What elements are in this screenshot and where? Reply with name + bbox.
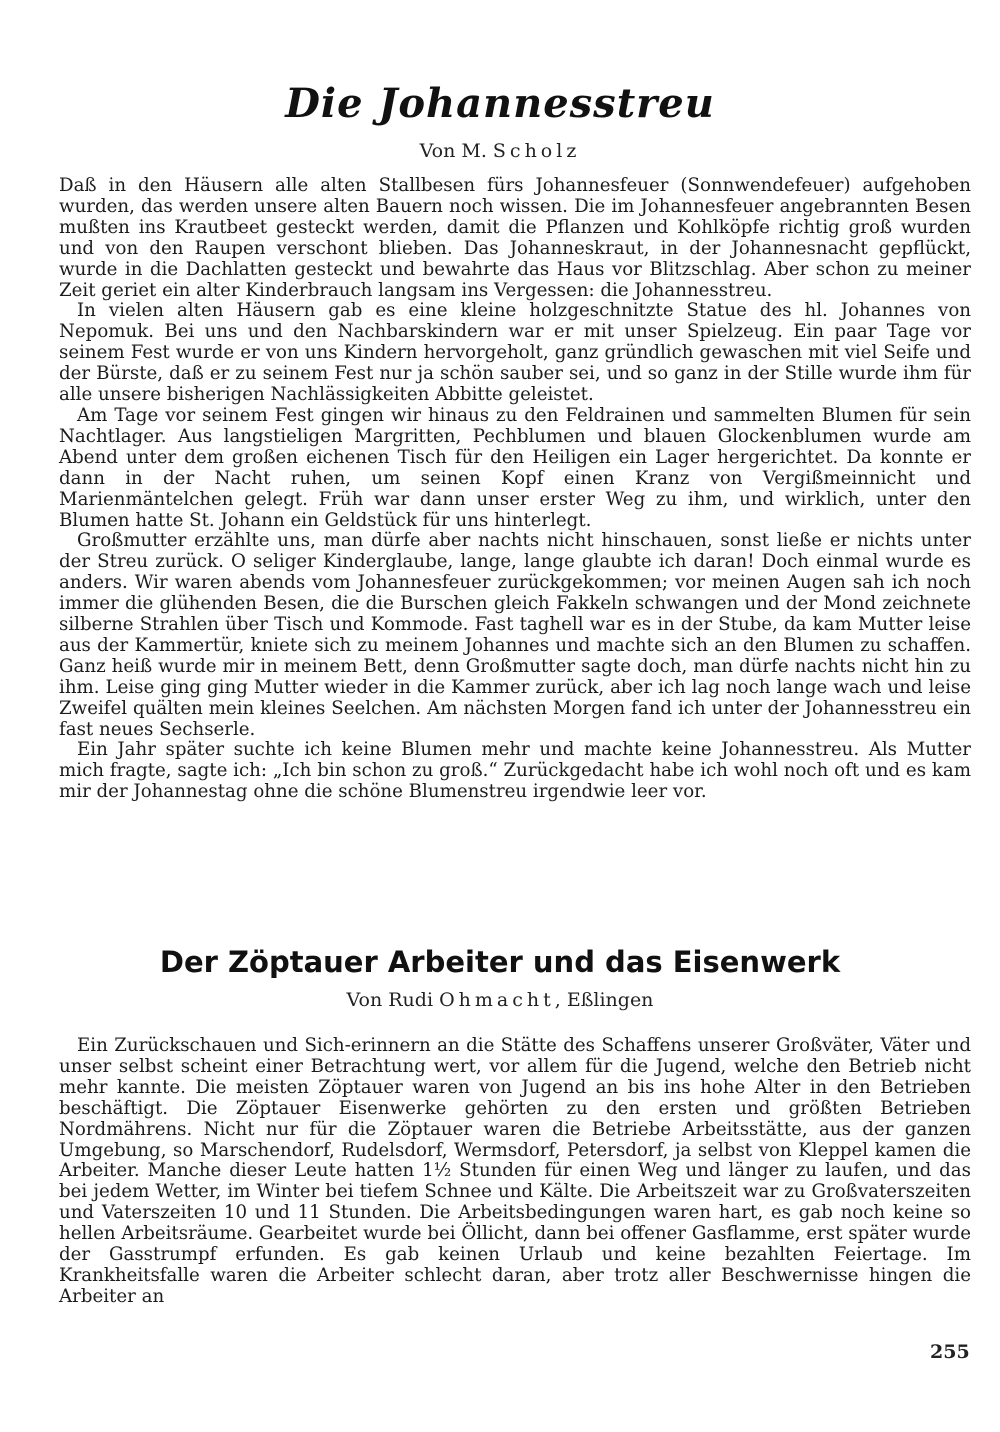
article-title: Der Zöptauer Arbeiter und das Eisenwerk xyxy=(159,945,841,979)
paragraph: Am Tage vor seinem Fest gingen wir hinaus zu den Feldrainen und sammelten Blumen für sein Nachtlager. Aus langstieligen Margritten, Pechblumen und blauen Glockenblumen wurde am Abend unter dem großen eichenen Tisch für den Heiligen ein Lager hergerichtet. Da konnte er dann in der Nacht ruhen, um seinen Kopf einen Kranz von Vergißmeinnicht und Marienmäntelchen gelegt. Früh war dann unser erster Weg zu ihm, und wirklich, unter den Blumen hatte St. Johann ein Geldstück für uns hinterlegt. xyxy=(59,404,971,531)
author-name: Scholz xyxy=(492,140,581,162)
author-prefix: Von M. xyxy=(419,140,487,162)
page-number: 255 xyxy=(930,1341,970,1363)
author-name: Ohmacht xyxy=(439,989,555,1011)
article-body xyxy=(59,176,971,803)
article-title: Die Johannesstreu xyxy=(285,80,715,127)
paragraph: Ein Jahr später suchte ich keine Blumen mehr und machte keine Johannesstreu. Als Mutter mich fragte, sagte ich: „Ich bin schon zu groß.“ Zurückgedacht habe ich wohl noch oft und es kam mir der Johannestag ohne die schöne Blumenstreu irgendwie leer vor. xyxy=(59,739,971,803)
article-body xyxy=(59,1036,971,1308)
article-author xyxy=(0,140,1000,162)
paragraph: Daß in den Häusern alle alten Stallbesen fürs Johannesfeuer (Sonnwendefeuer) aufgehoben wurden, das werden unsere alten Bauern noch wissen. Die im Johannesfeuer angebrannten Besen mußten ins Krautbeet gesteckt werden, damit die Pflanzen und Kohlköpfe richtig groß wurden und von den Raupen verschont blieben. Das Johanneskraut, in der Johannesnacht gepflückt, wurde in die Dachlatten gesteckt und bewahrte das Haus vor Blitzschlag. Aber schon zu meiner Zeit geriet ein alter Kinderbrauch langsam ins Vergessen: die Johannesstreu. xyxy=(59,175,971,301)
author-prefix: Von Rudi xyxy=(346,989,434,1011)
article-author xyxy=(0,989,1000,1011)
paragraph: Großmutter erzählte uns, man dürfe aber nachts nicht hinschauen, sonst ließe er nichts unter der Streu zurück. O seliger Kinderglaube, lange, lange glaubte ich daran! Doch einmal wurde es anders. Wir waren abends vom Johannesfeuer zurückgekommen; vor meinen Augen sah ich noch immer die glühenden Besen, die die Burschen gleich Fakkeln schwangen und der Mond zeichnete silberne Strahlen über Tisch und Kommode. Fast taghell war es in der Stube, da kam Mutter leise aus der Kammertür, kniete sich zu meinem Johannes und machte sich an den Blumen zu schaffen. Ganz heiß wurde mir in meinem Bett, denn Großmutter sagte doch, man dürfe nachts nicht hin zu ihm. Leise ging ging Mutter wieder in die Kammer zurück, aber ich lag noch lange wach und leise Zweifel quälten mein kleines Seelchen. Am nächsten Morgen fand ich unter der Johannesstreu ein fast neues Sechserle. xyxy=(59,530,971,740)
author-suffix: , Eßlingen xyxy=(554,989,654,1011)
paragraph: Ein Zurückschauen und Sich-erinnern an die Stätte des Schaffens unserer Großväter, Väter und unser selbst scheint einer Betrachtung wert, vor allem für die Jugend, welche den Betrieb nicht mehr kannte. Die meisten Zöptauer waren von Jugend an bis ins hohe Alter in den Betrieben beschäftigt. Die Zöptauer Eisenwerke gehörten zu den ersten und größten Betrieben Nordmährens. Nicht nur für die Zöptauer waren die Betriebe Arbeitsstätte, aus der ganzen Umgebung, so Marschendorf, Rudelsdorf, Wermsdorf, Petersdorf, ja selbst von Kleppel kamen die Arbeiter. Manche dieser Leute hatten 1½ Stunden für einen Weg und länger zu laufen, und das bei jedem Wetter, im Winter bei tiefem Schnee und Kälte. Die Arbeitszeit war zu Großvaterszeiten und Vaterszeiten 10 und 11 Stunden. Die Arbeitsbedingungen waren hart, es gab noch keine so hellen Arbeitsräume. Gearbeitet wurde bei Öllicht, dann bei offener Gasflamme, erst später wurde der Gasstrumpf erfunden. Es gab keinen Urlaub und keine bezahlten Feiertage. Im Krankheitsfalle waren die Arbeiter schlecht daran, aber trotz aller Beschwernisse hingen die Arbeiter an xyxy=(59,1035,971,1307)
paragraph: In vielen alten Häusern gab es eine kleine holzgeschnitzte Statue des hl. Johannes von Nepomuk. Bei uns und den Nachbarskindern war er mit unser Spielzeug. Ein paar Tage vor seinem Fest wurde er von uns Kindern hervorgeholt, ganz gründlich gewaschen mit viel Seife und der Bürste, daß er zu seinem Fest nur ja schön sauber sei, und so ganz in der Stille wurde ihm für alle unsere bisherigen Nachlässigkeiten Abbitte geleistet. xyxy=(59,300,971,406)
